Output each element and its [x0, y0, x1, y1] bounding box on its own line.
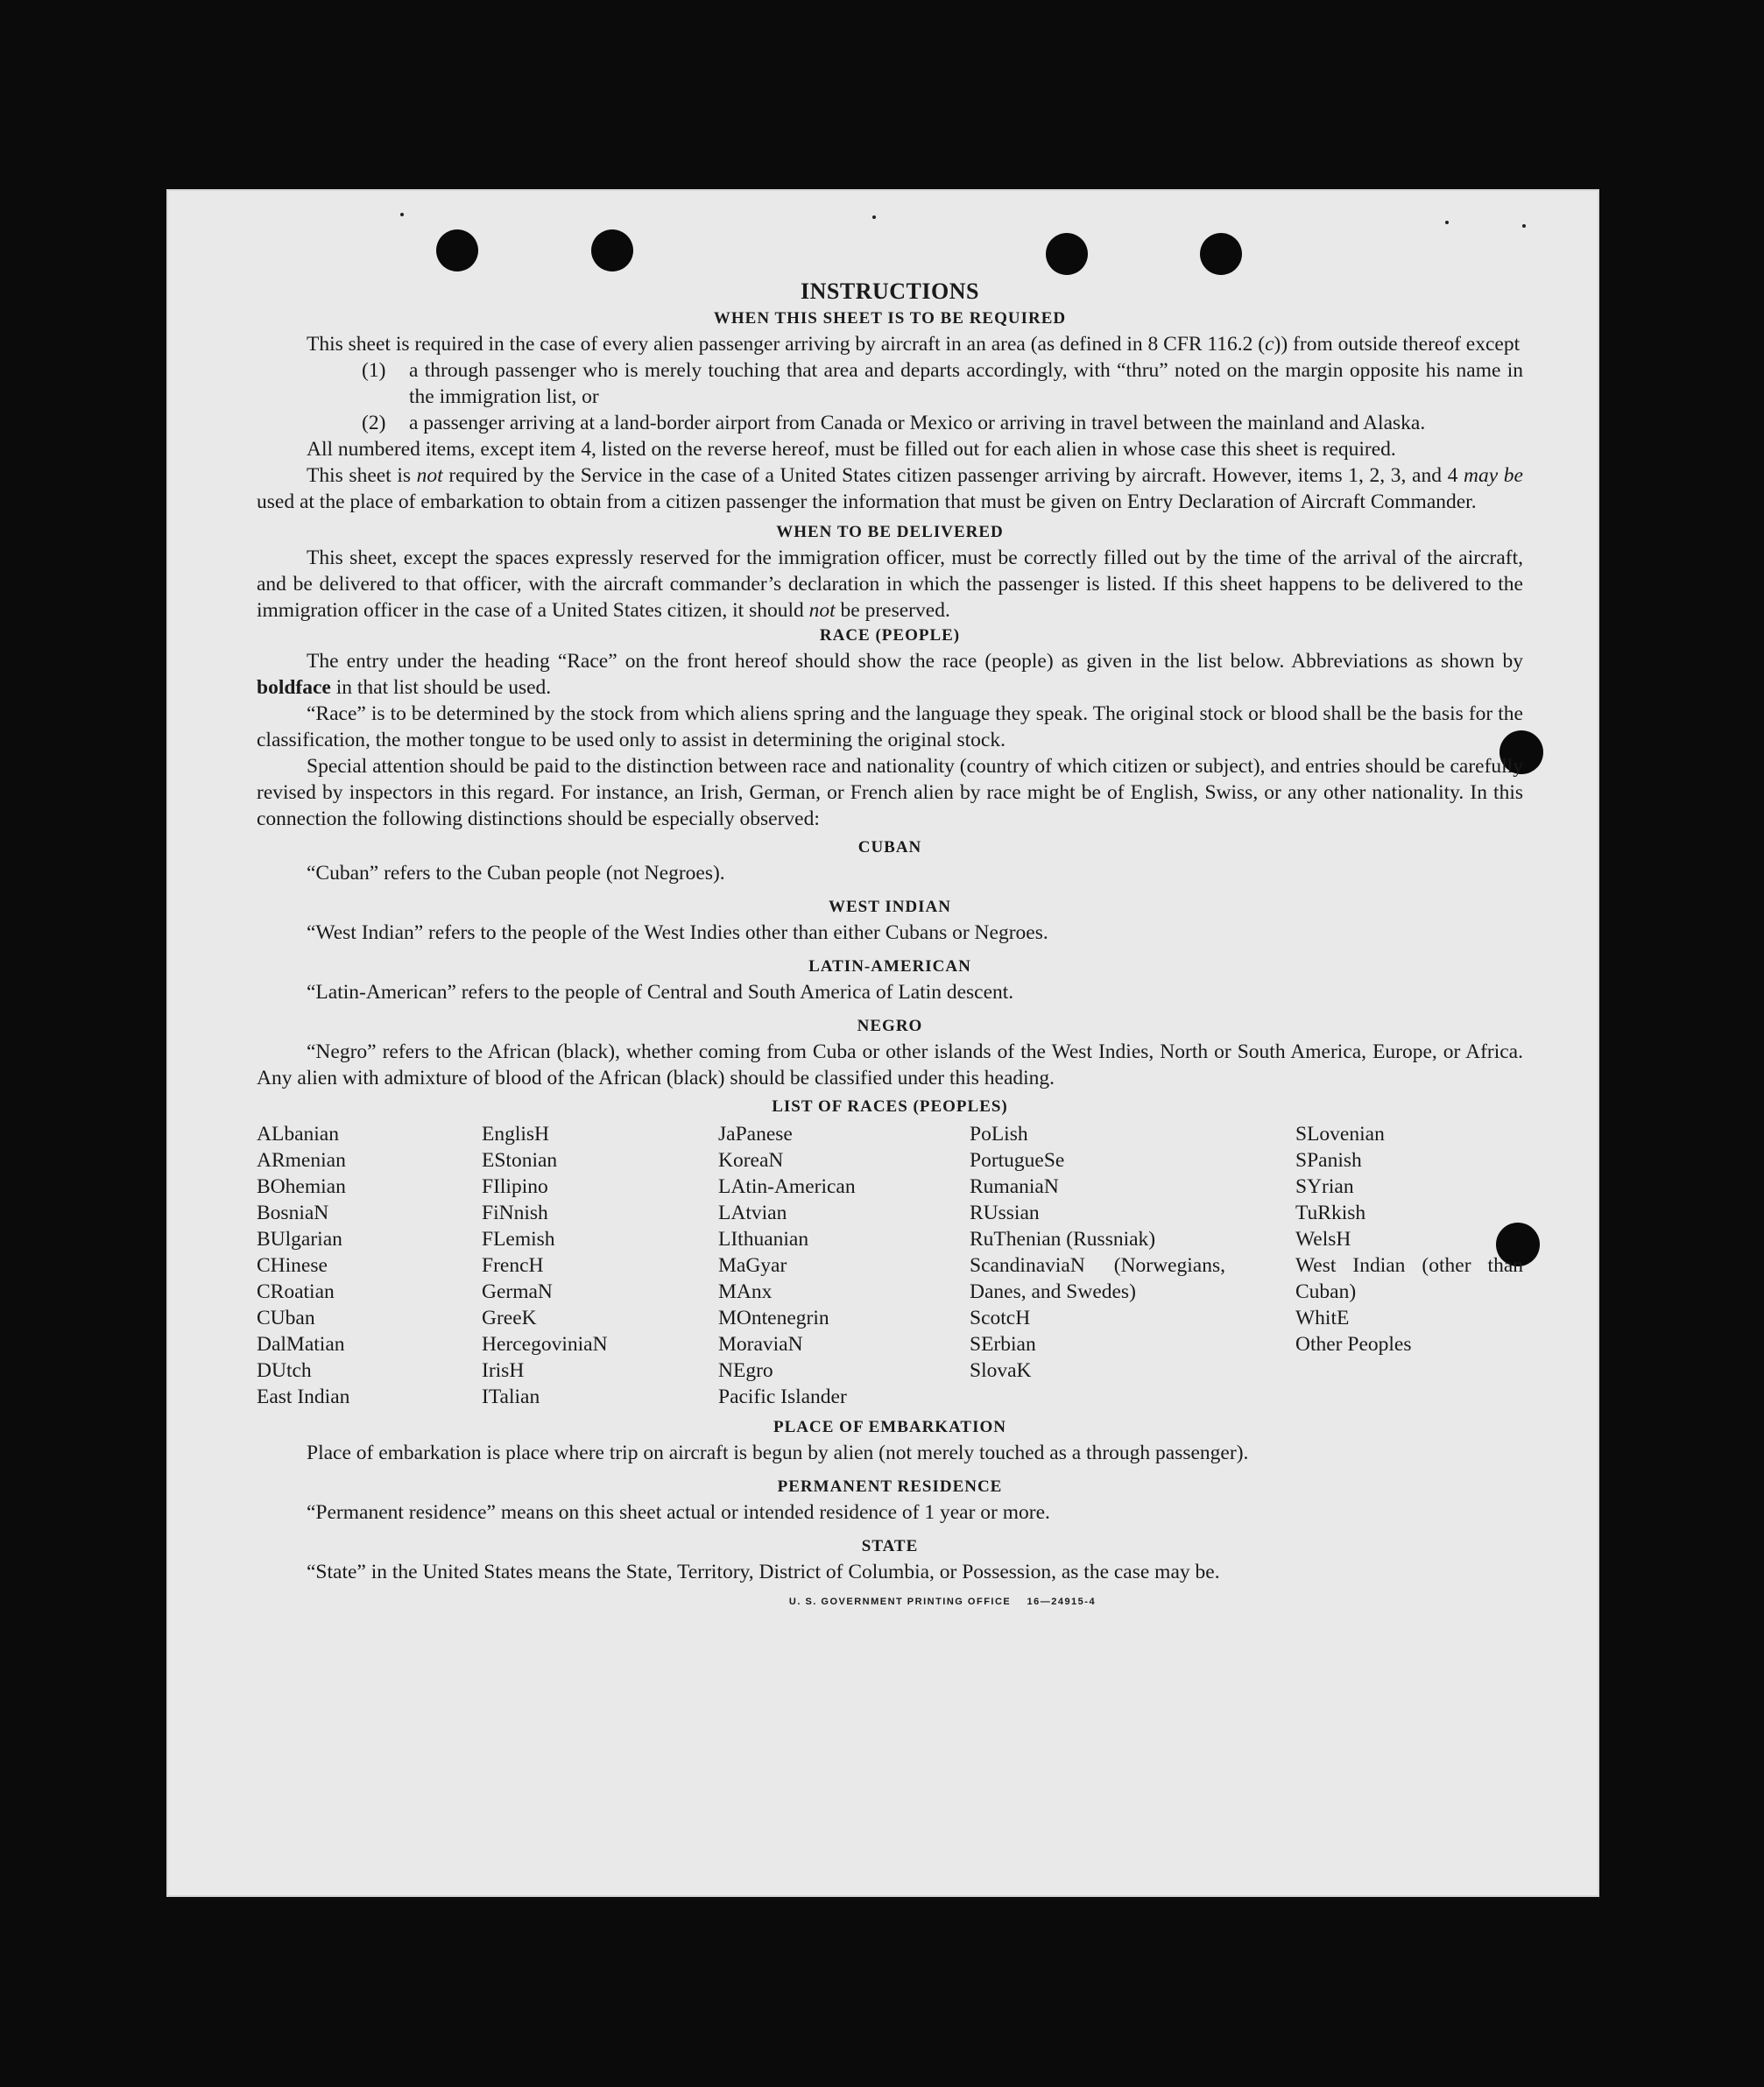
ink-speck [872, 215, 876, 219]
punch-hole [436, 229, 478, 271]
race-entry: WhitE [1295, 1307, 1350, 1329]
race-entry: ARmenian [257, 1149, 346, 1172]
exception-item: (2) a passenger arriving at a land-border airport from Canada or Mexico or arriving in travel between the mainland and Alaska. [362, 412, 1426, 434]
heading-negro: NEGRO [857, 1017, 923, 1035]
race-entry: MaGyar [718, 1254, 787, 1277]
ink-speck [1522, 224, 1526, 228]
paragraph-west-indian: “West Indian” refers to the people of the West Indies other than either Cubans or Negroes. [307, 921, 1048, 944]
printing-office-footer: U. S. GOVERNMENT PRINTING OFFICE 16—24915-4 [788, 1597, 1097, 1607]
race-entry: MAnx [718, 1280, 773, 1303]
race-entry: DUtch [257, 1359, 312, 1382]
race-entry: CRoatian [257, 1280, 335, 1303]
race-entry: WelsH [1295, 1228, 1351, 1251]
section-heading-race: RACE (PEOPLE) [819, 626, 961, 645]
paragraph-cuban: “Cuban” refers to the Cuban people (not Negroes). [307, 862, 725, 885]
races-column-2 [482, 1121, 718, 1410]
race-entry: EStonian [482, 1149, 558, 1172]
exception-item: (1) a through passenger who is merely touching that area and departs accordingly, with “thru” noted on the margin opposite his name in the immigration list, or [362, 359, 1523, 408]
race-entry: LAtvian [718, 1202, 787, 1224]
races-column-1 [257, 1121, 482, 1410]
race-entry: PortugueSe [970, 1149, 1065, 1172]
ink-speck [1445, 221, 1449, 224]
race-entry: RUssian [970, 1202, 1040, 1224]
section-heading-when-required: WHEN THIS SHEET IS TO BE REQUIRED [713, 309, 1067, 328]
heading-residence: PERMANENT RESIDENCE [777, 1477, 1003, 1496]
race-entry: MOntenegrin [718, 1307, 829, 1329]
races-list [257, 1121, 1523, 1410]
race-entry: ALbanian [257, 1123, 339, 1146]
race-entry: Other Peoples [1295, 1333, 1412, 1356]
race-entry: GreeK [482, 1307, 537, 1329]
race-entry: Pacific Islander [718, 1385, 847, 1408]
race-entry: PoLish [970, 1123, 1028, 1146]
race-entry: BUlgarian [257, 1228, 342, 1251]
punch-hole [591, 229, 633, 271]
race-entry: East Indian [257, 1385, 350, 1408]
race-entry: FiNnish [482, 1202, 548, 1224]
race-entry: CUban [257, 1307, 315, 1329]
race-entry: FIlipino [482, 1175, 548, 1198]
punch-hole [1046, 233, 1088, 275]
race-entry: FLemish [482, 1228, 555, 1251]
races-column-5 [1295, 1121, 1523, 1410]
race-entry: GermaN [482, 1280, 553, 1303]
document-page [166, 189, 1599, 1897]
instructions-text [257, 277, 1523, 1615]
race-entry: SErbian [970, 1333, 1036, 1356]
race-entry: SLovenian [1295, 1123, 1385, 1146]
paragraph-citizen: This sheet is not required by the Service in the case of a United States citizen passenger arriving by aircraft. However, items 1, 2, 3, and 4 may be used at the place of embarkation to obtain from a citizen passenger the information that must be given on Entry Declaration of Aircraft Commander. [257, 464, 1523, 513]
paragraph-state: “State” in the United States means the State, Territory, District of Columbia, or Possession, as the case may be. [307, 1561, 1220, 1583]
paragraph-latin-american: “Latin-American” refers to the people of Central and South America of Latin descent. [307, 981, 1014, 1004]
race-entry: HercegoviniaN [482, 1333, 608, 1356]
race-entry: RuThenian (Russniak) [970, 1228, 1156, 1251]
section-heading-delivered: WHEN TO BE DELIVERED [776, 523, 1004, 541]
race-entry: MoraviaN [718, 1333, 803, 1356]
race-entry: West Indian (other than Cuban) [1295, 1254, 1523, 1303]
race-entry: BosniaN [257, 1202, 329, 1224]
page-title: INSTRUCTIONS [801, 279, 979, 304]
heading-latin-american: LATIN-AMERICAN [808, 957, 971, 976]
race-entry: RumaniaN [970, 1175, 1059, 1198]
races-column-4 [970, 1121, 1225, 1410]
race-entry: ITalian [482, 1385, 540, 1408]
punch-hole [1200, 233, 1242, 275]
heading-embarkation: PLACE OF EMBARKATION [773, 1418, 1006, 1436]
race-entry: KoreaN [718, 1149, 784, 1172]
race-entry: SPanish [1295, 1149, 1362, 1172]
race-entry: NEgro [718, 1359, 773, 1382]
race-entry: CHinese [257, 1254, 328, 1277]
heading-cuban: CUBAN [857, 838, 922, 857]
heading-list-of-races: LIST OF RACES (PEOPLES) [772, 1097, 1008, 1116]
paragraph-race-entry: The entry under the heading “Race” on the front hereof should show the race (people) as given in the list below. Abbreviations as shown by boldface in that list should be used. [257, 650, 1523, 699]
heading-west-indian: WEST INDIAN [829, 898, 951, 916]
race-entry: IrisH [482, 1359, 525, 1382]
race-entry: SlovaK [970, 1359, 1032, 1382]
race-entry: SYrian [1295, 1175, 1354, 1198]
race-entry: ScandinaviaN (Norwegians, Danes, and Swedes) [970, 1254, 1225, 1303]
paragraph-required: This sheet is required in the case of every alien passenger arriving by aircraft in an area (as defined in 8 CFR 116.2 (c)) from outside thereof except [307, 333, 1521, 356]
race-entry: EnglisH [482, 1123, 550, 1146]
race-entry: ScotcH [970, 1307, 1031, 1329]
paragraph-negro: “Negro” refers to the African (black), whether coming from Cuba or other islands of the West Indies, North or South America, Europe, or Africa. Any alien with admixture of blood of the African (black) should be classified under this heading. [257, 1040, 1523, 1089]
races-column-3 [718, 1121, 970, 1410]
paragraph-race-determination: “Race” is to be determined by the stock from which aliens spring and the language they speak. The original stock or blood shall be the basis for the classification, the mother tongue to be used only to assist in determining the original stock. [257, 702, 1523, 751]
paragraph-embarkation: Place of embarkation is place where trip on aircraft is begun by alien (not merely touched as a through passenger). [307, 1442, 1249, 1464]
paragraph-numbered-items: All numbered items, except item 4, listed on the reverse hereof, must be filled out for each alien in whose case this sheet is required. [307, 438, 1396, 461]
paragraph-race-nationality: Special attention should be paid to the distinction between race and nationality (country of which citizen or subject), and entries should be carefully revised by inspectors in this regard. For instance, an Irish, German, or French alien by race might be of English, Swiss, or any other nationality. In this connection the following distinctions should be especially observed: [257, 755, 1523, 830]
race-entry: FrencH [482, 1254, 544, 1277]
race-entry: JaPanese [718, 1123, 793, 1146]
race-entry: BOhemian [257, 1175, 346, 1198]
paragraph-delivered: This sheet, except the spaces expressly reserved for the immigration officer, must be correctly filled out by the time of the arrival of the aircraft, and be delivered to that officer, with the aircraft commander’s declaration in which the passenger is listed. If this sheet happens to be delivered to the immigration officer in the case of a United States citizen, it should not be preserved. [257, 546, 1523, 622]
race-entry: LIthuanian [718, 1228, 809, 1251]
race-entry: TuRkish [1295, 1202, 1366, 1224]
heading-state: STATE [861, 1537, 919, 1555]
ink-speck [400, 213, 404, 216]
paragraph-residence: “Permanent residence” means on this sheet actual or intended residence of 1 year or more. [307, 1501, 1050, 1524]
race-entry: DalMatian [257, 1333, 345, 1356]
race-entry: LAtin-American [718, 1175, 856, 1198]
